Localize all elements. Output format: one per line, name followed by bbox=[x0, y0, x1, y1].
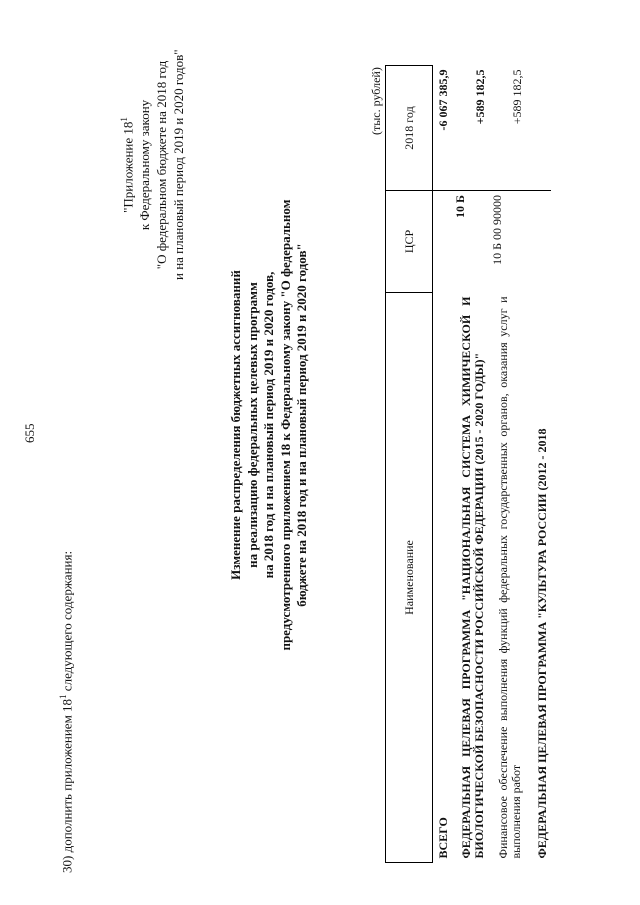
row-code bbox=[526, 191, 551, 293]
header-name: Наименование bbox=[386, 293, 433, 863]
row-name: ФЕДЕРАЛЬНАЯ ЦЕЛЕВАЯ ПРОГРАММА "НАЦИОНАЛЬНАЯ СИСТЕМА ХИМИЧЕСКОЙ И БИОЛОГИЧЕСКОЙ БЕЗОПАСНОСТИ РОССИЙСКОЙ ФЕДЕРАЦИИ (2015 - 2020 ГОДЫ)" bbox=[459, 296, 486, 859]
row-code bbox=[433, 191, 453, 293]
page-number: 655 bbox=[22, 423, 37, 443]
allocation-table bbox=[385, 65, 551, 863]
row-amount: +589 182,5 bbox=[489, 66, 526, 191]
row-name: ФЕДЕРАЛЬНАЯ ЦЕЛЕВАЯ ПРОГРАММА "КУЛЬТУРА РОССИИ (2012 - 2018 bbox=[535, 428, 549, 859]
table-row bbox=[526, 66, 551, 863]
row-amount bbox=[526, 66, 551, 191]
annex-reference: "Приложение $18^1$ к Федеральному закону "О федеральном бюджете на 2018 год и на плановый период 2019 и 2020 годов" bbox=[119, 49, 187, 280]
intro-text: 30) дополнить приложением $18^1$ следующего содержания: bbox=[58, 550, 75, 873]
table-header-row bbox=[386, 66, 433, 863]
row-amount: -6 067 385,9 bbox=[433, 66, 453, 191]
document-heading: Изменение распределения бюджетных ассигнований на реализацию федеральных целевых программ на 2018 год и на плановый период 2019 и 2020 годов, предусмотренного приложением 18 к Федеральному закону "О федеральном бюджете на 2018 год и на плановый период 2019 и 2020 годов" bbox=[228, 199, 309, 651]
header-year: 2018 год bbox=[386, 66, 433, 191]
header-code: ЦСР bbox=[386, 191, 433, 293]
table-row bbox=[452, 66, 489, 863]
row-amount: +589 182,5 bbox=[452, 66, 489, 191]
table-row bbox=[433, 66, 453, 863]
row-code: 10 Б bbox=[453, 195, 467, 218]
row-name: ВСЕГО bbox=[436, 817, 450, 859]
units-label: (тыс. рублей) bbox=[369, 67, 383, 135]
row-name: Финансовое обеспечение выполнения функций федеральных государственных органов, оказания услуг и выполнения работ bbox=[496, 296, 523, 859]
table-row bbox=[489, 66, 526, 863]
row-code: 10 Б 00 90000 bbox=[490, 195, 504, 265]
